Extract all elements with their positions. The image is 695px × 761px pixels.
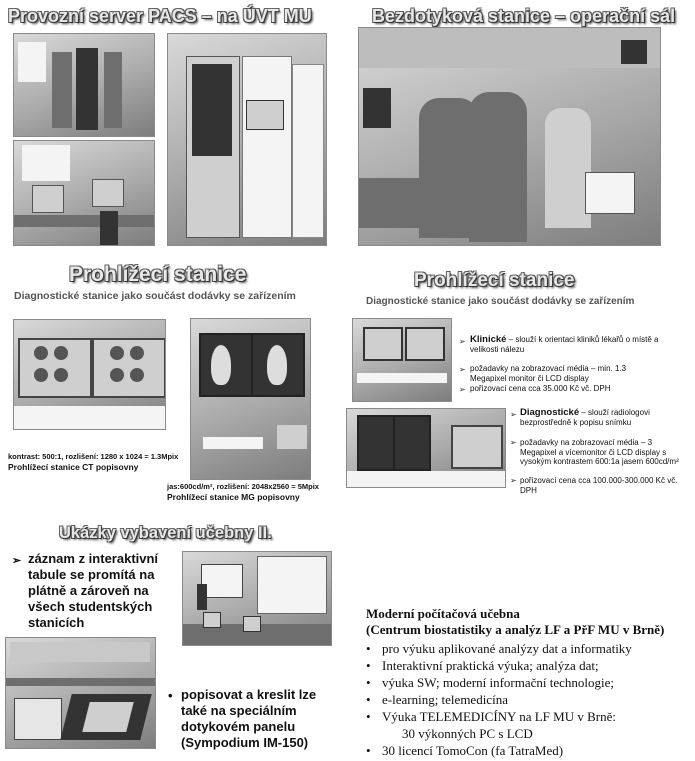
viewing-stations-title-right: Prohlížecí stanice xyxy=(414,270,575,291)
ct-caption-name: Prohlížecí stanice CT popisovny xyxy=(8,462,139,472)
course-item-text: Výuka TELEMEDICÍNY na LF MU v Brně: xyxy=(382,709,616,724)
course-item-text: Interaktivní praktická výuka; analýza dat; xyxy=(382,658,599,673)
mg-caption-name: Prohlížecí stanice MG popisovny xyxy=(167,492,300,502)
mg-station-photo xyxy=(190,318,311,480)
course-item-text: pro výuku aplikované analýzy dat a informatiky xyxy=(382,641,632,656)
classroom-desks-photo xyxy=(5,637,156,749)
clinical-point-1: požadavky na zobrazovací média – min. 1.3 Megapixel monitor či LCD display xyxy=(470,364,627,383)
diagnostic-heading-label: Diagnostické xyxy=(520,407,580,418)
viewing-stations-subtitle-left: Diagnostické stanice jako součást dodávky se zařízením xyxy=(14,290,296,302)
clinical-point-2: pořizovací cena cca 35.000 Kč vč. DPH xyxy=(470,384,611,393)
clinical-heading-label: Klinické xyxy=(470,334,507,345)
clinical-arrow-icon-2: ➢ xyxy=(459,365,466,374)
course-list xyxy=(362,640,632,759)
workstations-photo xyxy=(13,140,155,246)
whiteboard-photo xyxy=(182,551,332,646)
viewing-stations-title-left: Prohlížecí stanice xyxy=(69,263,247,286)
course-heading-1: Moderní počítačová učebna xyxy=(366,606,520,621)
classroom-title: Ukázky vybavení učebny II. xyxy=(59,524,272,542)
course-item-5 xyxy=(362,708,632,725)
diagnostic-point-2: pořizovací cena cca 100.000-300.000 Kč vč. DPH xyxy=(520,476,678,495)
mg-caption-specs: jas:600cd/m², rozlišení: 2048x2560 = 5Mpix xyxy=(167,482,319,491)
diagnostic-arrow-icon: ➢ xyxy=(510,410,517,419)
bullet-dot: • xyxy=(366,641,371,656)
course-item-4 xyxy=(362,691,632,708)
clinical-arrow-icon: ➢ xyxy=(459,337,466,346)
course-item-2 xyxy=(362,657,632,674)
server-room-photo xyxy=(13,33,155,137)
viewing-stations-subtitle-right: Diagnostické stanice jako součást dodávky se zařízením xyxy=(366,296,635,307)
course-item-text: 30 licencí TomoCon (fa TatraMed) xyxy=(382,743,564,758)
diagnostic-point-1: požadavky na zobrazovací média – 3 Megapixel a vícemonitor či LCD display s vysokým kontrastem 600:1a jasem 600cd/m² xyxy=(520,438,679,466)
clinical-arrow-icon-3: ➢ xyxy=(459,385,466,394)
diagnostic-arrow-icon-3: ➢ xyxy=(510,476,517,485)
touch-panel-bullet-dot: • xyxy=(168,688,173,703)
bullet-arrow-icon: ➢ xyxy=(12,555,22,567)
operating-room-title: Bezdotyková stanice – operační sál xyxy=(372,6,676,26)
ct-caption-specs: kontrast: 500:1, rozlišení: 1280 x 1024 = 1.3Mpix xyxy=(8,452,179,461)
course-subitem-text: 30 výkonných PC s LCD xyxy=(402,726,533,741)
interactive-board-bullet: záznam z interaktivní tabule se promítá na plátně a zároveň na všech studentských stanicích xyxy=(28,551,159,630)
clinical-heading-text: – slouží k orientaci kliniků lékařů o místě a velikosti nálezu xyxy=(470,335,659,354)
course-subitem xyxy=(362,725,632,742)
diagnostic-heading xyxy=(520,408,690,427)
clinical-heading xyxy=(470,335,685,354)
course-heading-2: (Centrum biostatistiky a analýz LF a PřF MU v Brně) xyxy=(366,622,665,637)
ct-station-photo xyxy=(13,319,166,430)
pacs-server-title: Provozní server PACS – na ÚVT MU xyxy=(8,6,312,26)
bullet-dot: • xyxy=(366,692,371,707)
operating-room-photo xyxy=(358,27,661,246)
bullet-dot: • xyxy=(366,709,371,724)
server-rack-photo xyxy=(167,33,327,246)
bullet-dot: • xyxy=(366,675,371,690)
diagnostic-station-photo xyxy=(346,408,506,488)
diagnostic-arrow-icon-2: ➢ xyxy=(510,438,517,447)
course-item-6 xyxy=(362,742,632,759)
course-item-text: e-learning; telemedicína xyxy=(382,692,508,707)
diagnostic-heading-text: – slouží radiologovi bezprostředně k popisu snímku xyxy=(520,408,650,427)
bullet-dot: • xyxy=(366,743,371,758)
bullet-dot: • xyxy=(366,658,371,673)
touch-panel-bullet: popisovat a kreslit lze také na speciálním dotykovém panelu (Sympodium IM-150) xyxy=(181,687,317,750)
course-item-3 xyxy=(362,674,632,691)
course-item-text: výuka SW; moderní informační technologie; xyxy=(382,675,615,690)
course-item-1 xyxy=(362,640,632,657)
clinical-station-photo xyxy=(352,318,452,402)
